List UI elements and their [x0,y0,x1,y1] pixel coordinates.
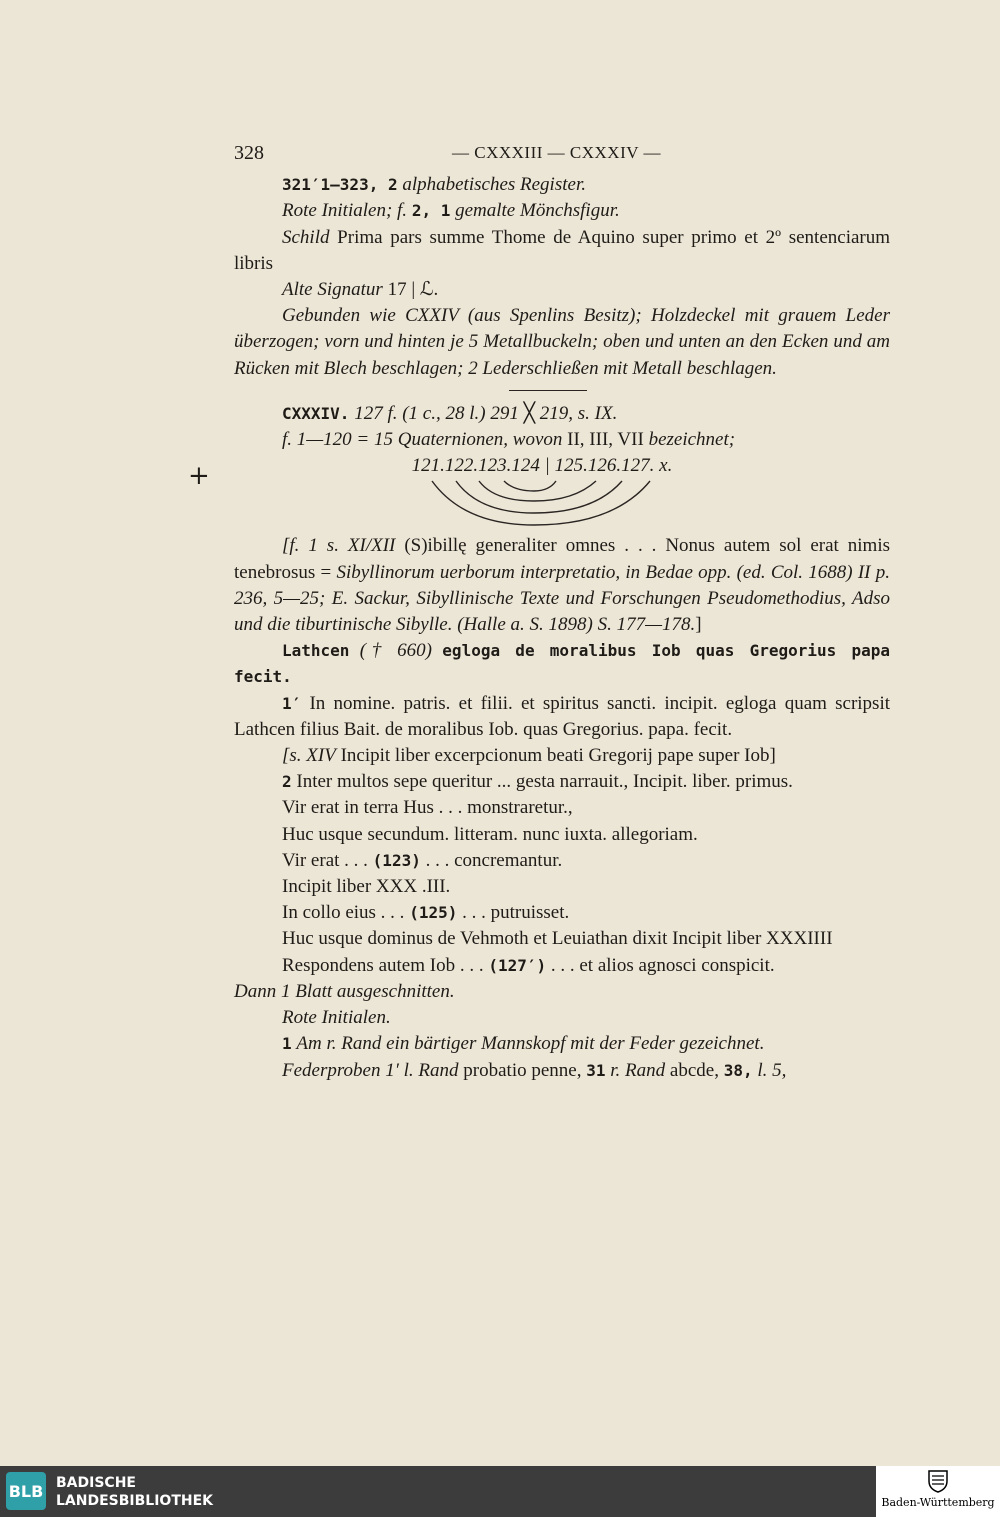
text-line: Huc usque secundum. litteram. nunc iuxta. allegoriam. [282,823,698,845]
text-line: Incipit liber XXX .III. [282,876,451,898]
library-name[interactable]: BADISCHE LANDESBIBLIOTHEK [56,1475,214,1509]
region-label: Baden-Württemberg [881,1496,995,1509]
text-line: Rote Initialen. [282,1007,391,1029]
schild-line: Schild Prima pars summe Thome de Aquino super primo et 2º sentenciarum libris [234,226,891,274]
collation-formula: 121.122.123.124 | 125.126.127. x. [411,455,673,477]
text-line: Respondens autem Iob . . . (127′) . . . et alios agnosci conspicit. [282,954,775,976]
binding-paragraph: Gebunden wie CXXIV (aus Spenlins Besitz); Holzdeckel mit grauem Leder überzogen; vorn und hinten je 5 Metallbuckeln; oben und unten an den Ecken und am Rücken mit Blech beschlagen; 2 Lederschließen mit Metall beschlagen. [234,305,890,379]
text-line: Federproben 1′ l. Rand probatio penne, 31 r. Rand abcde, 38, l. 5, [282,1059,787,1081]
coat-of-arms-icon [927,1469,949,1493]
signatur-line: Alte Signatur 17 | ℒ. [282,279,439,301]
library-footer [0,1466,1000,1517]
collation-arcs [384,479,664,527]
text-line: In collo eius . . . (125) . . . putruisset. [282,902,570,924]
sibylla-note: [f. 1 s. XI/XII (S)ibillę generaliter omnes . . . Nonus autem sol erat nimis tenebrosus = Sibyllinorum uerborum interpretatio, in Bedae opp. (ed. Col. 1688) II p. 236, 5—25; E. Sackur, Sibyllinische Texte und Forschungen Pseudomethodius, Adso und die tiburtinische Sibylle. (Halle a. S. 1898) S. 177—178.] [234,535,891,636]
text-line: Huc usque dominus de Vehmoth et Leuiathan dixit Incipit liber XXXIIII [282,928,833,950]
text-line: Vir erat . . . (123) . . . concremantur. [282,849,563,871]
quaternion-line: f. 1—120 = 15 Quaternionen, wovon II, III, VII bezeichnet; [282,429,736,451]
text-line: 2 Inter multos sepe queritur ... gesta narrauit., Incipit. liber. primus. [282,771,793,793]
section-divider [509,390,587,391]
blb-logo[interactable]: BLB [6,1472,46,1510]
text-line: Vir erat in terra Hus . . . monstraretur., [282,797,573,819]
entry-heading: CXXXIV. 127 f. (1 c., 28 l.) 291 ╳ 219, s. IX. [282,402,618,424]
running-title: — CXXXIII — CXXXIV — [452,143,661,162]
page-body [234,140,890,1084]
excerpt-line: [s. XIV Incipit liber excerpcionum beati Gregorij pape super Iob] [282,745,776,767]
register-line: 321′1—323, 2 alphabetisches Register. [282,174,586,196]
initials-line: Rote Initialen; f. 2, 1 gemalte Mönchsfigur. [282,200,620,222]
page-header [234,140,890,166]
state-logo[interactable] [876,1466,1000,1517]
text-line: Dann 1 Blatt ausgeschnitten. [234,980,455,1002]
incipit-paragraph: 1′ In nomine. patris. et filii. et spiritus sancti. incipit. egloga quam scripsit Lathcen filius Bait. de moralibus Iob. quas Gregorius. papa. fecit. [234,692,890,740]
text-line: 1 Am r. Rand ein bärtiger Mannskopf mit der Feder gezeichnet. [282,1033,765,1055]
lathcen-heading: Lathcen († 660) egloga de moralibus Iob quas Gregorius papa fecit. [234,640,891,687]
page-number: 328 [234,142,264,164]
margin-mark: + [188,461,210,491]
